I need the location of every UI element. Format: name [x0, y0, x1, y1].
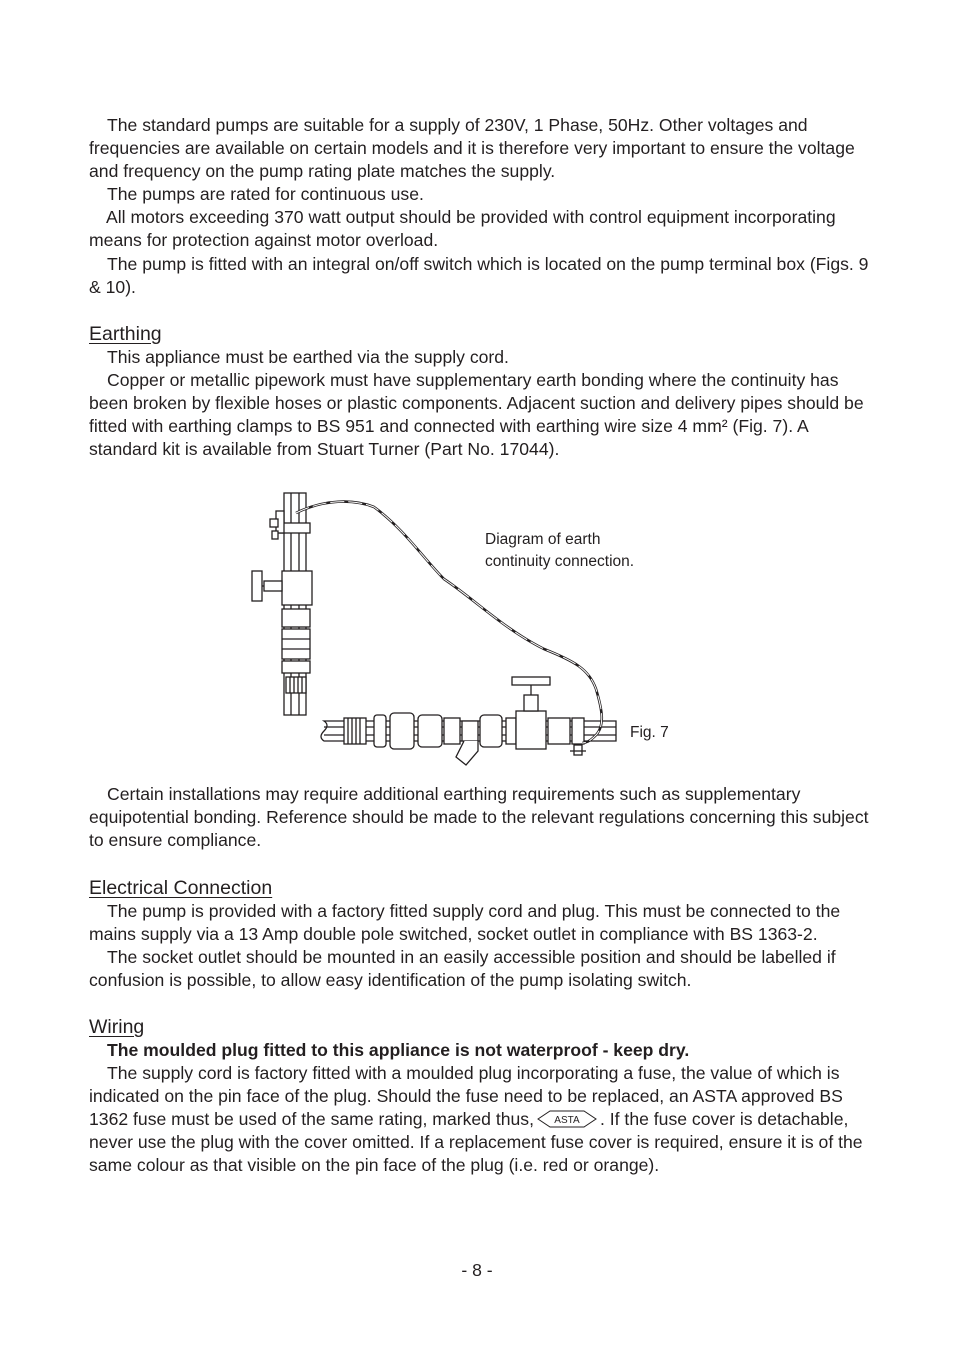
- wiring-section: [89, 1015, 869, 1178]
- electrical-heading: Electrical Connection: [89, 876, 273, 899]
- intro-paragraph-4: The pump is fitted with an integral on/off switch which is located on the pump terminal box (Figs. 9 & 10).: [89, 253, 869, 297]
- earthing-paragraph-2: Copper or metallic pipework must have supplementary earth bonding where the continuity has been broken by flexible hoses or plastic components. Adjacent suction and delivery pipes should be fitted with earthing clamps to BS 951 and connected with earthing wire size 4 mm² (Fig. 7). A standard kit is available from Stuart Turner (Part No. 17044).: [89, 369, 864, 460]
- earthing-heading: Earthing: [89, 322, 162, 345]
- wiring-text-after-mark: . If the fuse cover is detachable, never use the plug with the cover omitted. If a replacement fuse cover is required, ensure it is of the same colour as that visible on the pin face of the plug (i.e. red or orange).: [89, 1109, 863, 1176]
- figure-caption-line-1: Diagram of earth: [485, 531, 601, 549]
- electrical-section: [89, 876, 869, 992]
- earthing-paragraph-after-figure: Certain installations may require additional earthing requirements such as supplementary equipotential bonding. Reference should be made to the relevant regulations concerning this subject to ensure compliance.: [89, 784, 869, 851]
- figure-caption: [485, 529, 634, 572]
- intro-paragraph-1: The standard pumps are suitable for a supply of 230V, 1 Phase, 50Hz. Other voltages and frequencies are available on certain models and it is therefore very important to ensure the voltage and frequency on the pump rating plate matches the supply.: [89, 115, 855, 182]
- asta-mark-icon: [536, 1109, 598, 1129]
- figure-label: Fig. 7: [630, 724, 669, 742]
- wiring-text-before-mark: The supply cord is factory fitted with a moulded plug incorporating a fuse, the value of which is indicated on the pin face of the plug. Should the fuse need to be replaced, an ASTA approved BS 1362 fuse must be used of the same rating, marked thus,: [89, 1062, 843, 1130]
- asta-mark-text: ASTA: [554, 1115, 580, 1127]
- intro-paragraph-2: The pumps are rated for continuous use.: [107, 184, 424, 205]
- wiring-warning: The moulded plug fitted to this appliance is not waterproof - keep dry.: [107, 1039, 690, 1060]
- earth-continuity-figure: [89, 489, 869, 783]
- wiring-heading: Wiring: [89, 1015, 145, 1038]
- electrical-paragraph-2: The socket outlet should be mounted in an easily accessible position and should be labelled if confusion is possible, to allow easy identification of the pump isolating switch.: [89, 946, 836, 990]
- figure-caption-line-2: continuity connection.: [485, 552, 635, 570]
- earthing-section: [89, 322, 869, 853]
- earthing-paragraph-1: This appliance must be earthed via the supply cord.: [107, 346, 509, 367]
- wiring-paragraph: [89, 1062, 869, 1177]
- intro-paragraph-3: All motors exceeding 370 watt output should be provided with control equipment incorporating means for protection against motor overload.: [89, 207, 836, 251]
- electrical-paragraph-1: The pump is provided with a factory fitted supply cord and plug. This must be connected to the mains supply via a 13 Amp double pole switched, socket outlet in compliance with BS 1363-2.: [89, 900, 841, 944]
- page-content: [89, 114, 869, 1177]
- page-number: - 8 -: [461, 1260, 493, 1280]
